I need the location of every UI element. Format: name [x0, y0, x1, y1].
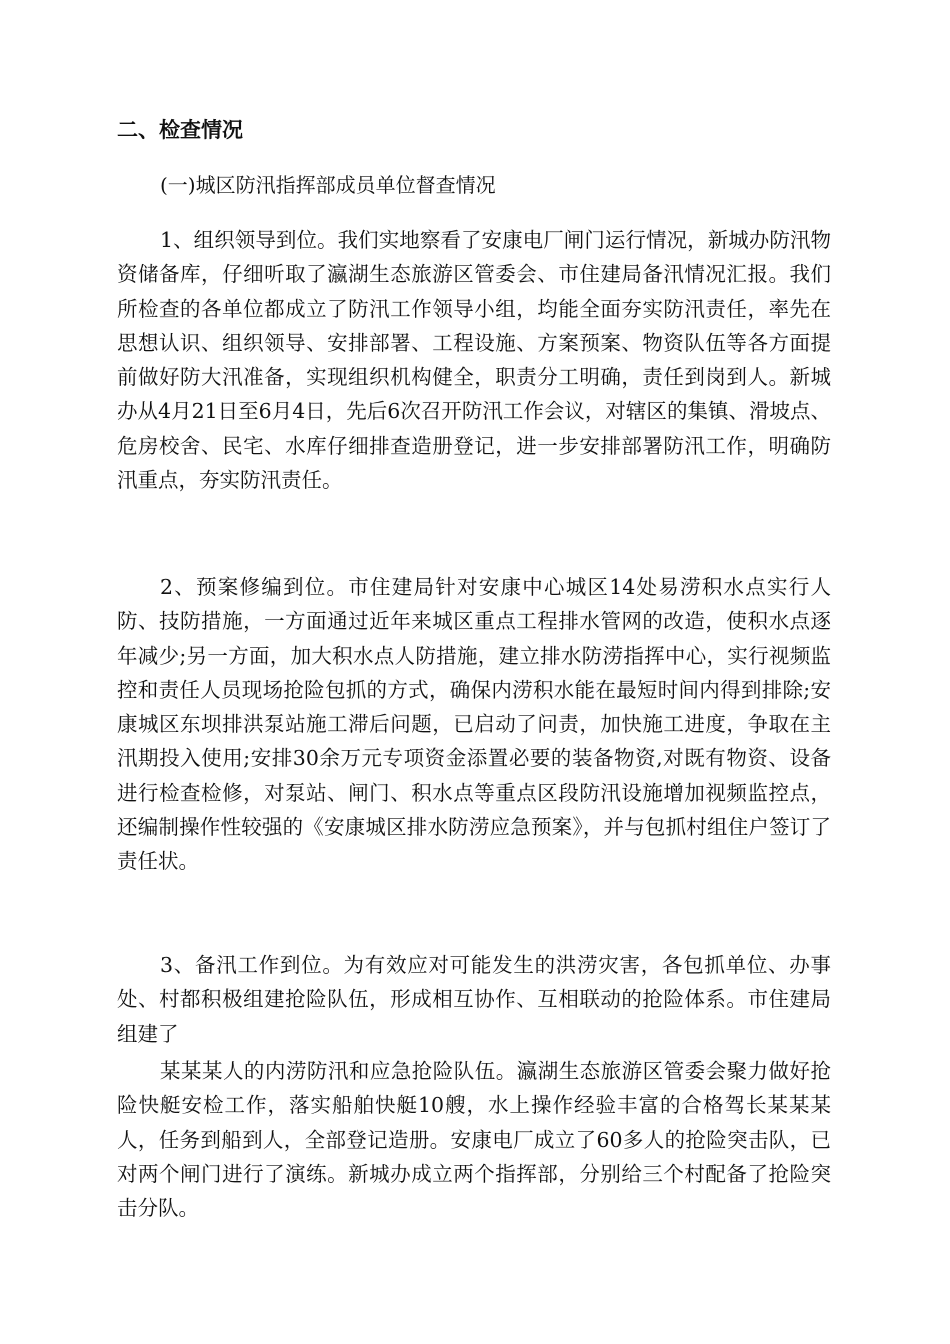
paragraph-plan-revision: 2、预案修编到位。市住建局针对安康中心城区14处易涝积水点实行人防、技防措施，一方面通过近年来城区重点工程排水管网的改造，使积水点逐年减少;另一方面，加大积水点人防措施，建立排水防涝指挥中心，实行视频监控和责任人员现场抢险包抓的方式，确保内涝积水能在最短时间内得到排除;安康城区东坝排洪泵站施工滞后问题，已启动了问责，加快施工进度，争取在主汛期投入使用;安排30余万元专项资金添置必要的装备物资,对既有物资、设备进行检查检修，对泵站、闸门、积水点等重点区段防汛设施增加视频监控点，还编制操作性较强的《安康城区排水防涝应急预案》，并与包抓村组住户签订了责任状。 — [117, 575, 831, 874]
subsection-heading: (一)城区防汛指挥部成员单位督查情况 — [160, 173, 496, 197]
paragraph-rescue-teams: 某某某人的内涝防汛和应急抢险队伍。瀛湖生态旅游区管委会聚力做好抢险快艇安检工作，落实船舶快艇10艘，水上操作经验丰富的合格驾长某某某人，任务到船到人，全部登记造册。安康电厂成立了60多人的抢险突击队，已对两个闸门进行了演练。新城办成立两个指挥部，分别给三个村配备了抢险突击分队。 — [117, 1059, 831, 1221]
paragraph-organization-leadership: 1、组织领导到位。我们实地察看了安康电厂闸门运行情况，新城办防汛物资储备库，仔细听取了瀛湖生态旅游区管委会、市住建局备汛情况汇报。我们所检查的各单位都成立了防汛工作领导小组，均能全面夯实防汛责任，率先在思想认识、组织领导、安排部署、工程设施、方案预案、物资队伍等各方面提前做好防大汛准备，实现组织机构健全，职责分工明确，责任到岗到人。新城办从4月21日至6月4日，先后6次召开防汛工作会议，对辖区的集镇、滑坡点、危房校舍、民宅、水库仔细排查造册登记，进一步安排部署防汛工作，明确防汛重点，夯实防汛责任。 — [117, 228, 831, 493]
section-heading: 二、检查情况 — [117, 118, 243, 142]
paragraph-flood-preparation: 3、备汛工作到位。为有效应对可能发生的洪涝灾害，各包抓单位、办事处、村都积极组建抢险队伍，形成相互协作、互相联动的抢险体系。市住建局组建了 — [117, 953, 831, 1046]
